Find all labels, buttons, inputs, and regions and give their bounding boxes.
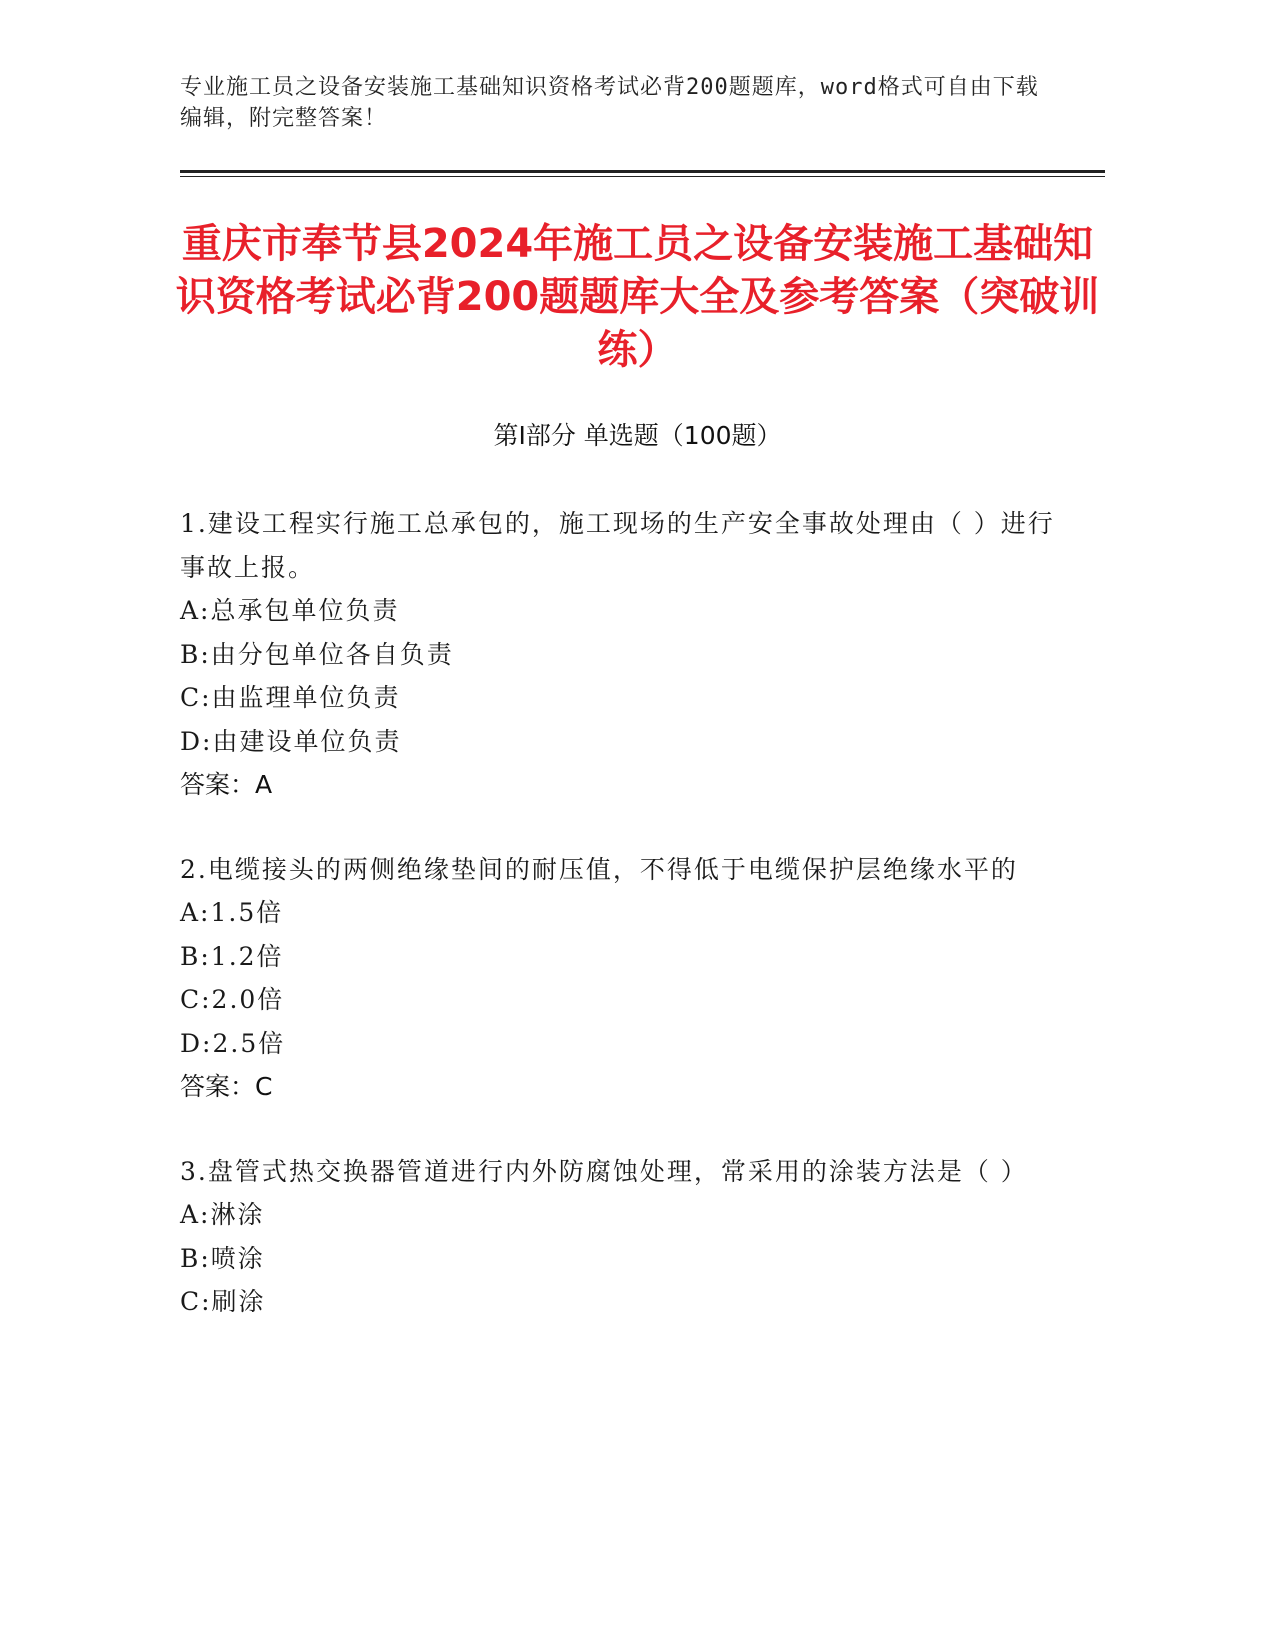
question-stem: 3.盘管式热交换器管道进行内外防腐蚀处理，常采用的涂装方法是（ ） (180, 1156, 1028, 1186)
question-2 (180, 848, 1060, 1109)
option-c: C:刷涂 (180, 1287, 266, 1316)
option-a: A:1.5倍 (180, 898, 284, 927)
option-b: B:喷涂 (180, 1243, 265, 1273)
option-d: D:2.5倍 (180, 1028, 286, 1058)
option-d: D:由建设单位负责 (180, 726, 402, 756)
option-a: A:淋涂 (180, 1200, 265, 1229)
option-c: C:由监理单位负责 (180, 683, 401, 712)
header-note: 专业施工员之设备安装施工基础知识资格考试必背200题题库，word格式可自由下载编辑，附完整答案！ (180, 75, 1039, 131)
question-stem: 2.电缆接头的两侧绝缘垫间的耐压值，不得低于电缆保护层绝缘水平的 (180, 854, 1018, 884)
question-1 (180, 502, 1060, 807)
question-3 (180, 1150, 1060, 1324)
section-heading: 第Ⅰ部分 单选题（100题） (493, 421, 782, 450)
answer: 答案：A (180, 770, 273, 799)
answer: 答案：C (180, 1072, 273, 1101)
header-divider (180, 170, 1105, 173)
question-list (180, 502, 1060, 1365)
header-divider-thin (180, 176, 1105, 177)
option-b: B:1.2倍 (180, 941, 284, 971)
option-a: A:总承包单位负责 (180, 596, 400, 625)
question-stem: 1.建设工程实行施工总承包的，施工现场的生产安全事故处理由（ ）进行事故上报。 (180, 509, 1055, 582)
option-b: B:由分包单位各自负责 (180, 639, 454, 669)
document-title: 重庆市奉节县2024年施工员之设备安装施工基础知识资格考试必背200题题库大全及参考答案（突破训练） (175, 221, 1100, 373)
option-c: C:2.0倍 (180, 985, 285, 1014)
